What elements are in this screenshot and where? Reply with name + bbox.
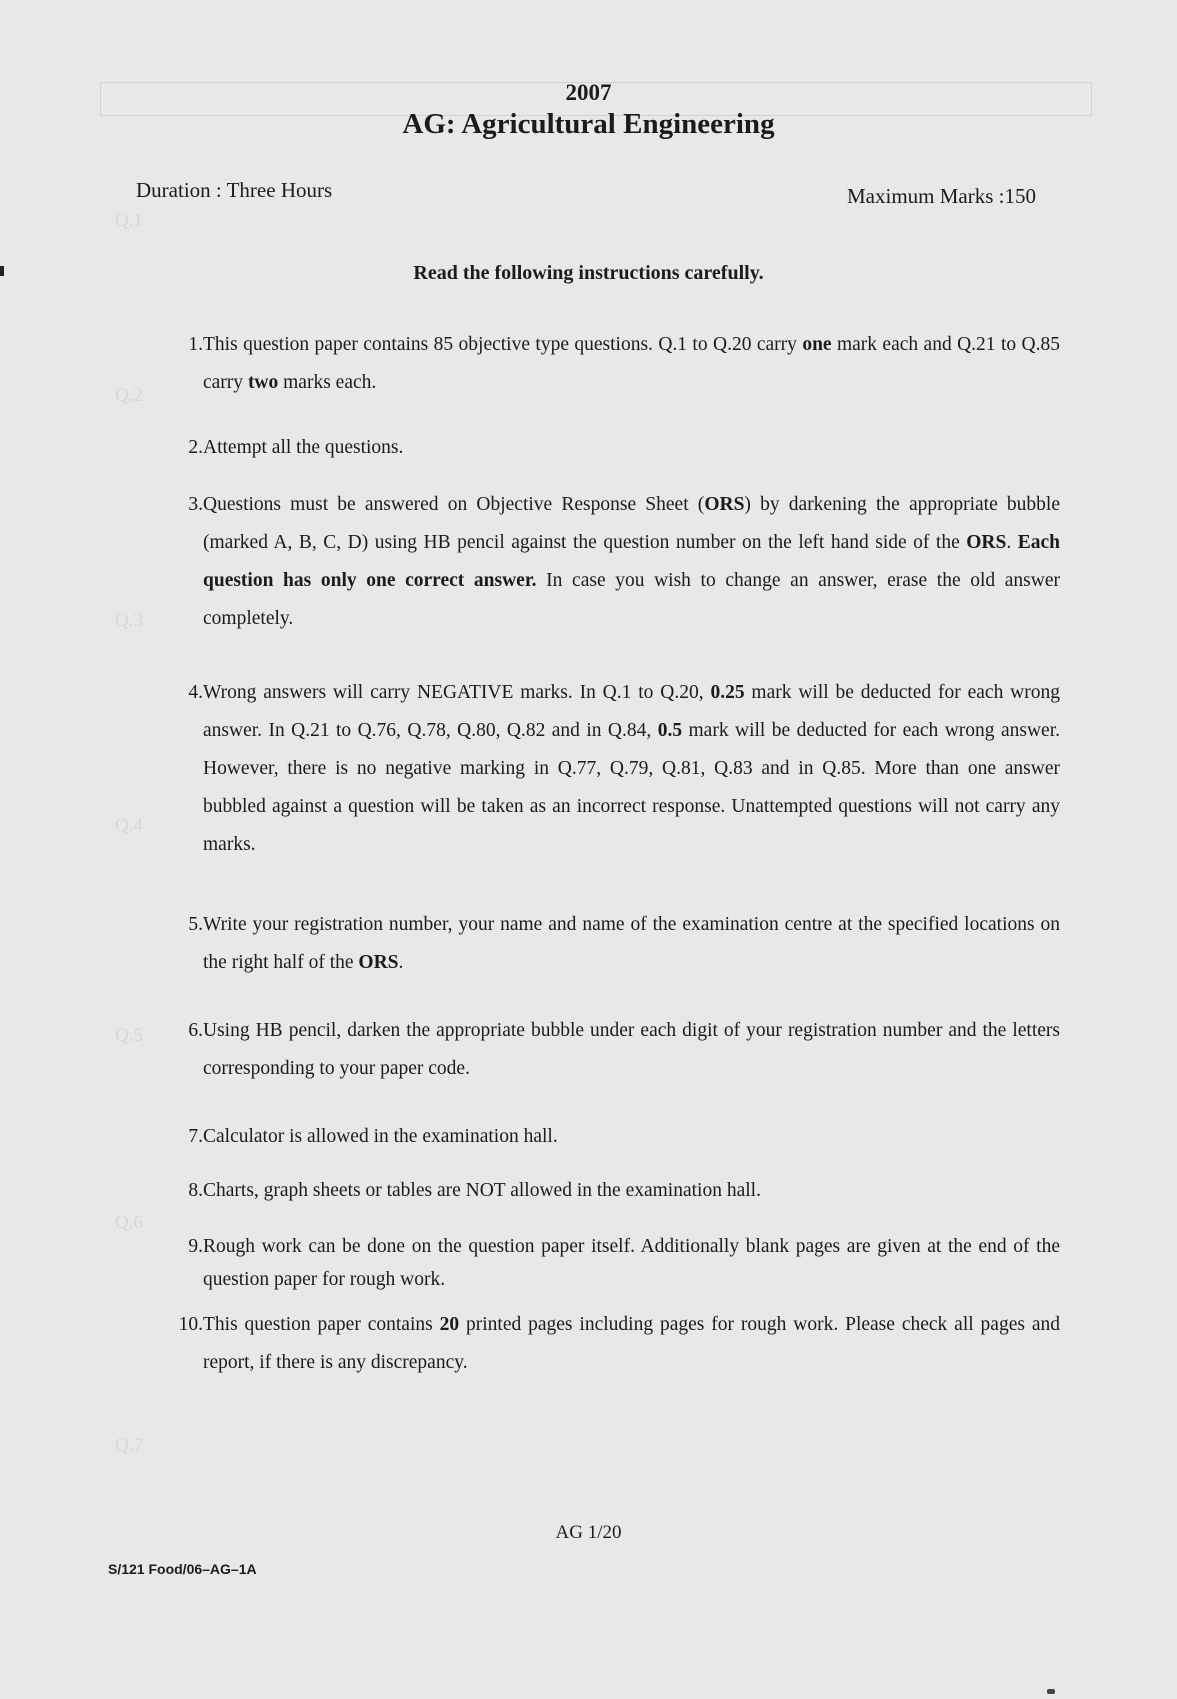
paper-title: AG: Agricultural Engineering bbox=[402, 108, 775, 140]
instruction-text-run: Wrong answers will carry NEGATIVE marks. In Q.1 to Q.20, bbox=[203, 682, 711, 703]
instruction-number: 8. bbox=[188, 1180, 203, 1201]
instruction-text bbox=[203, 906, 1060, 982]
instruction-text-run: . bbox=[398, 952, 404, 973]
bleed-through-text: Q.1 bbox=[115, 210, 390, 231]
instruction-number: 4. bbox=[188, 682, 203, 703]
instruction-text-run: printed pages including pages for rough work. Please check all pages and report, if there is any discrepancy. bbox=[203, 1314, 1060, 1373]
instruction-text-run: In case you wish to change an answer, erase the old answer completely. bbox=[203, 570, 1060, 629]
instruction-text bbox=[203, 1230, 1060, 1296]
instruction-text-bold: ORS bbox=[358, 952, 399, 973]
bleed-through-text: Q.2 bbox=[115, 385, 143, 406]
instruction-number: 9. bbox=[188, 1236, 203, 1257]
instruction-text-run: This question paper contains 85 objective type questions. Q.1 to Q.20 carry bbox=[203, 334, 803, 355]
instruction-text-run: Questions must be answered on Objective Response Sheet ( bbox=[203, 494, 705, 515]
instruction-text-run: ) by darkening the appropriate bubble (marked A, B, C, D) using HB pencil against the question number on the left hand side of the bbox=[203, 494, 1060, 553]
instruction-number: 6. bbox=[188, 1020, 203, 1041]
instruction-number: 5. bbox=[188, 914, 203, 935]
instruction-text-run: mark will be deducted for each wrong answer. However, there is no negative marking in Q.77, Q.79, Q.81, Q.83 and in Q.85. More than one answer bubbled against a question will be taken as an incorrect response. Unattempted questions will not carry any marks. bbox=[203, 720, 1060, 855]
duration-text: Duration : Three Hours bbox=[136, 178, 333, 202]
instruction-item bbox=[165, 906, 1060, 982]
instruction-item bbox=[165, 1172, 1060, 1210]
instruction-text-bold: 0.5 bbox=[657, 720, 683, 741]
instruction-text bbox=[203, 1118, 1060, 1156]
instruction-text bbox=[203, 326, 1060, 402]
instruction-item bbox=[165, 1306, 1060, 1382]
bleed-through-text: Q.4 bbox=[115, 815, 143, 836]
instruction-text-bold: 0.25 bbox=[710, 682, 745, 703]
instructions-heading: Read the following instructions carefully. bbox=[413, 262, 764, 284]
print-code: S/121 Food/06–AG–1A bbox=[108, 1561, 257, 1577]
instruction-text-bold: ORS bbox=[704, 494, 745, 515]
instruction-item bbox=[165, 1230, 1060, 1296]
maximum-marks-text: Maximum Marks :150 bbox=[847, 184, 1036, 208]
instruction-item bbox=[165, 429, 1060, 467]
instruction-text-run: marks each. bbox=[278, 372, 377, 393]
instruction-text-run: mark each and Q.21 to Q.85 carry bbox=[203, 334, 1060, 393]
instruction-text-bold: Each question has only one correct answer. bbox=[203, 532, 1060, 591]
instruction-text bbox=[203, 486, 1060, 638]
instruction-text-run: This question paper contains bbox=[203, 1314, 440, 1335]
instruction-text bbox=[203, 1012, 1060, 1088]
instruction-text bbox=[203, 674, 1060, 864]
instruction-text-run: Using HB pencil, darken the appropriate bubble under each digit of your registration number and the letters corresponding to your paper code. bbox=[203, 1020, 1060, 1079]
instruction-item bbox=[165, 326, 1060, 402]
instruction-item bbox=[165, 486, 1060, 638]
instruction-number: 3. bbox=[188, 494, 203, 515]
instruction-text-bold: 20 bbox=[439, 1314, 460, 1335]
instruction-text-bold: ORS bbox=[966, 532, 1007, 553]
instruction-text-bold: one bbox=[802, 334, 832, 355]
bleed-through-text: Q.5 bbox=[115, 1025, 143, 1046]
instruction-text bbox=[203, 429, 1060, 467]
instruction-text-bold: two bbox=[247, 372, 279, 393]
bleed-through-text: Q.7 bbox=[115, 1435, 143, 1456]
instruction-text-run: mark will be deducted for each wrong answer. In Q.21 to Q.76, Q.78, Q.80, Q.82 and in Q.84, bbox=[203, 682, 1060, 741]
instruction-text-run: Attempt all the questions. bbox=[203, 437, 404, 458]
corner-mark bbox=[1047, 1689, 1055, 1694]
instruction-number: 2. bbox=[188, 437, 203, 458]
exam-year: 2007 bbox=[565, 80, 612, 105]
page-number: AG 1/20 bbox=[555, 1522, 622, 1543]
bleed-through-text: Q.3 bbox=[115, 610, 143, 631]
instruction-text-run: Rough work can be done on the question paper itself. Additionally blank pages are given at the end of the question paper for rough work. bbox=[203, 1236, 1060, 1290]
instruction-item bbox=[165, 674, 1060, 864]
instruction-text-run: . bbox=[1006, 532, 1018, 553]
instruction-text-run: Write your registration number, your name and name of the examination centre at the specified locations on the right half of the bbox=[203, 914, 1060, 973]
instruction-text bbox=[203, 1306, 1060, 1382]
instruction-number: 7. bbox=[188, 1126, 203, 1147]
instruction-text bbox=[203, 1172, 1060, 1210]
instruction-item bbox=[165, 1012, 1060, 1088]
instruction-number: 10. bbox=[178, 1314, 203, 1335]
instruction-text-run: Charts, graph sheets or tables are NOT allowed in the examination hall. bbox=[203, 1180, 761, 1201]
instruction-text-run: Calculator is allowed in the examination hall. bbox=[203, 1126, 558, 1147]
bleed-through-text: Q.6 bbox=[115, 1212, 143, 1233]
instruction-number: 1. bbox=[188, 334, 203, 355]
instruction-item bbox=[165, 1118, 1060, 1156]
